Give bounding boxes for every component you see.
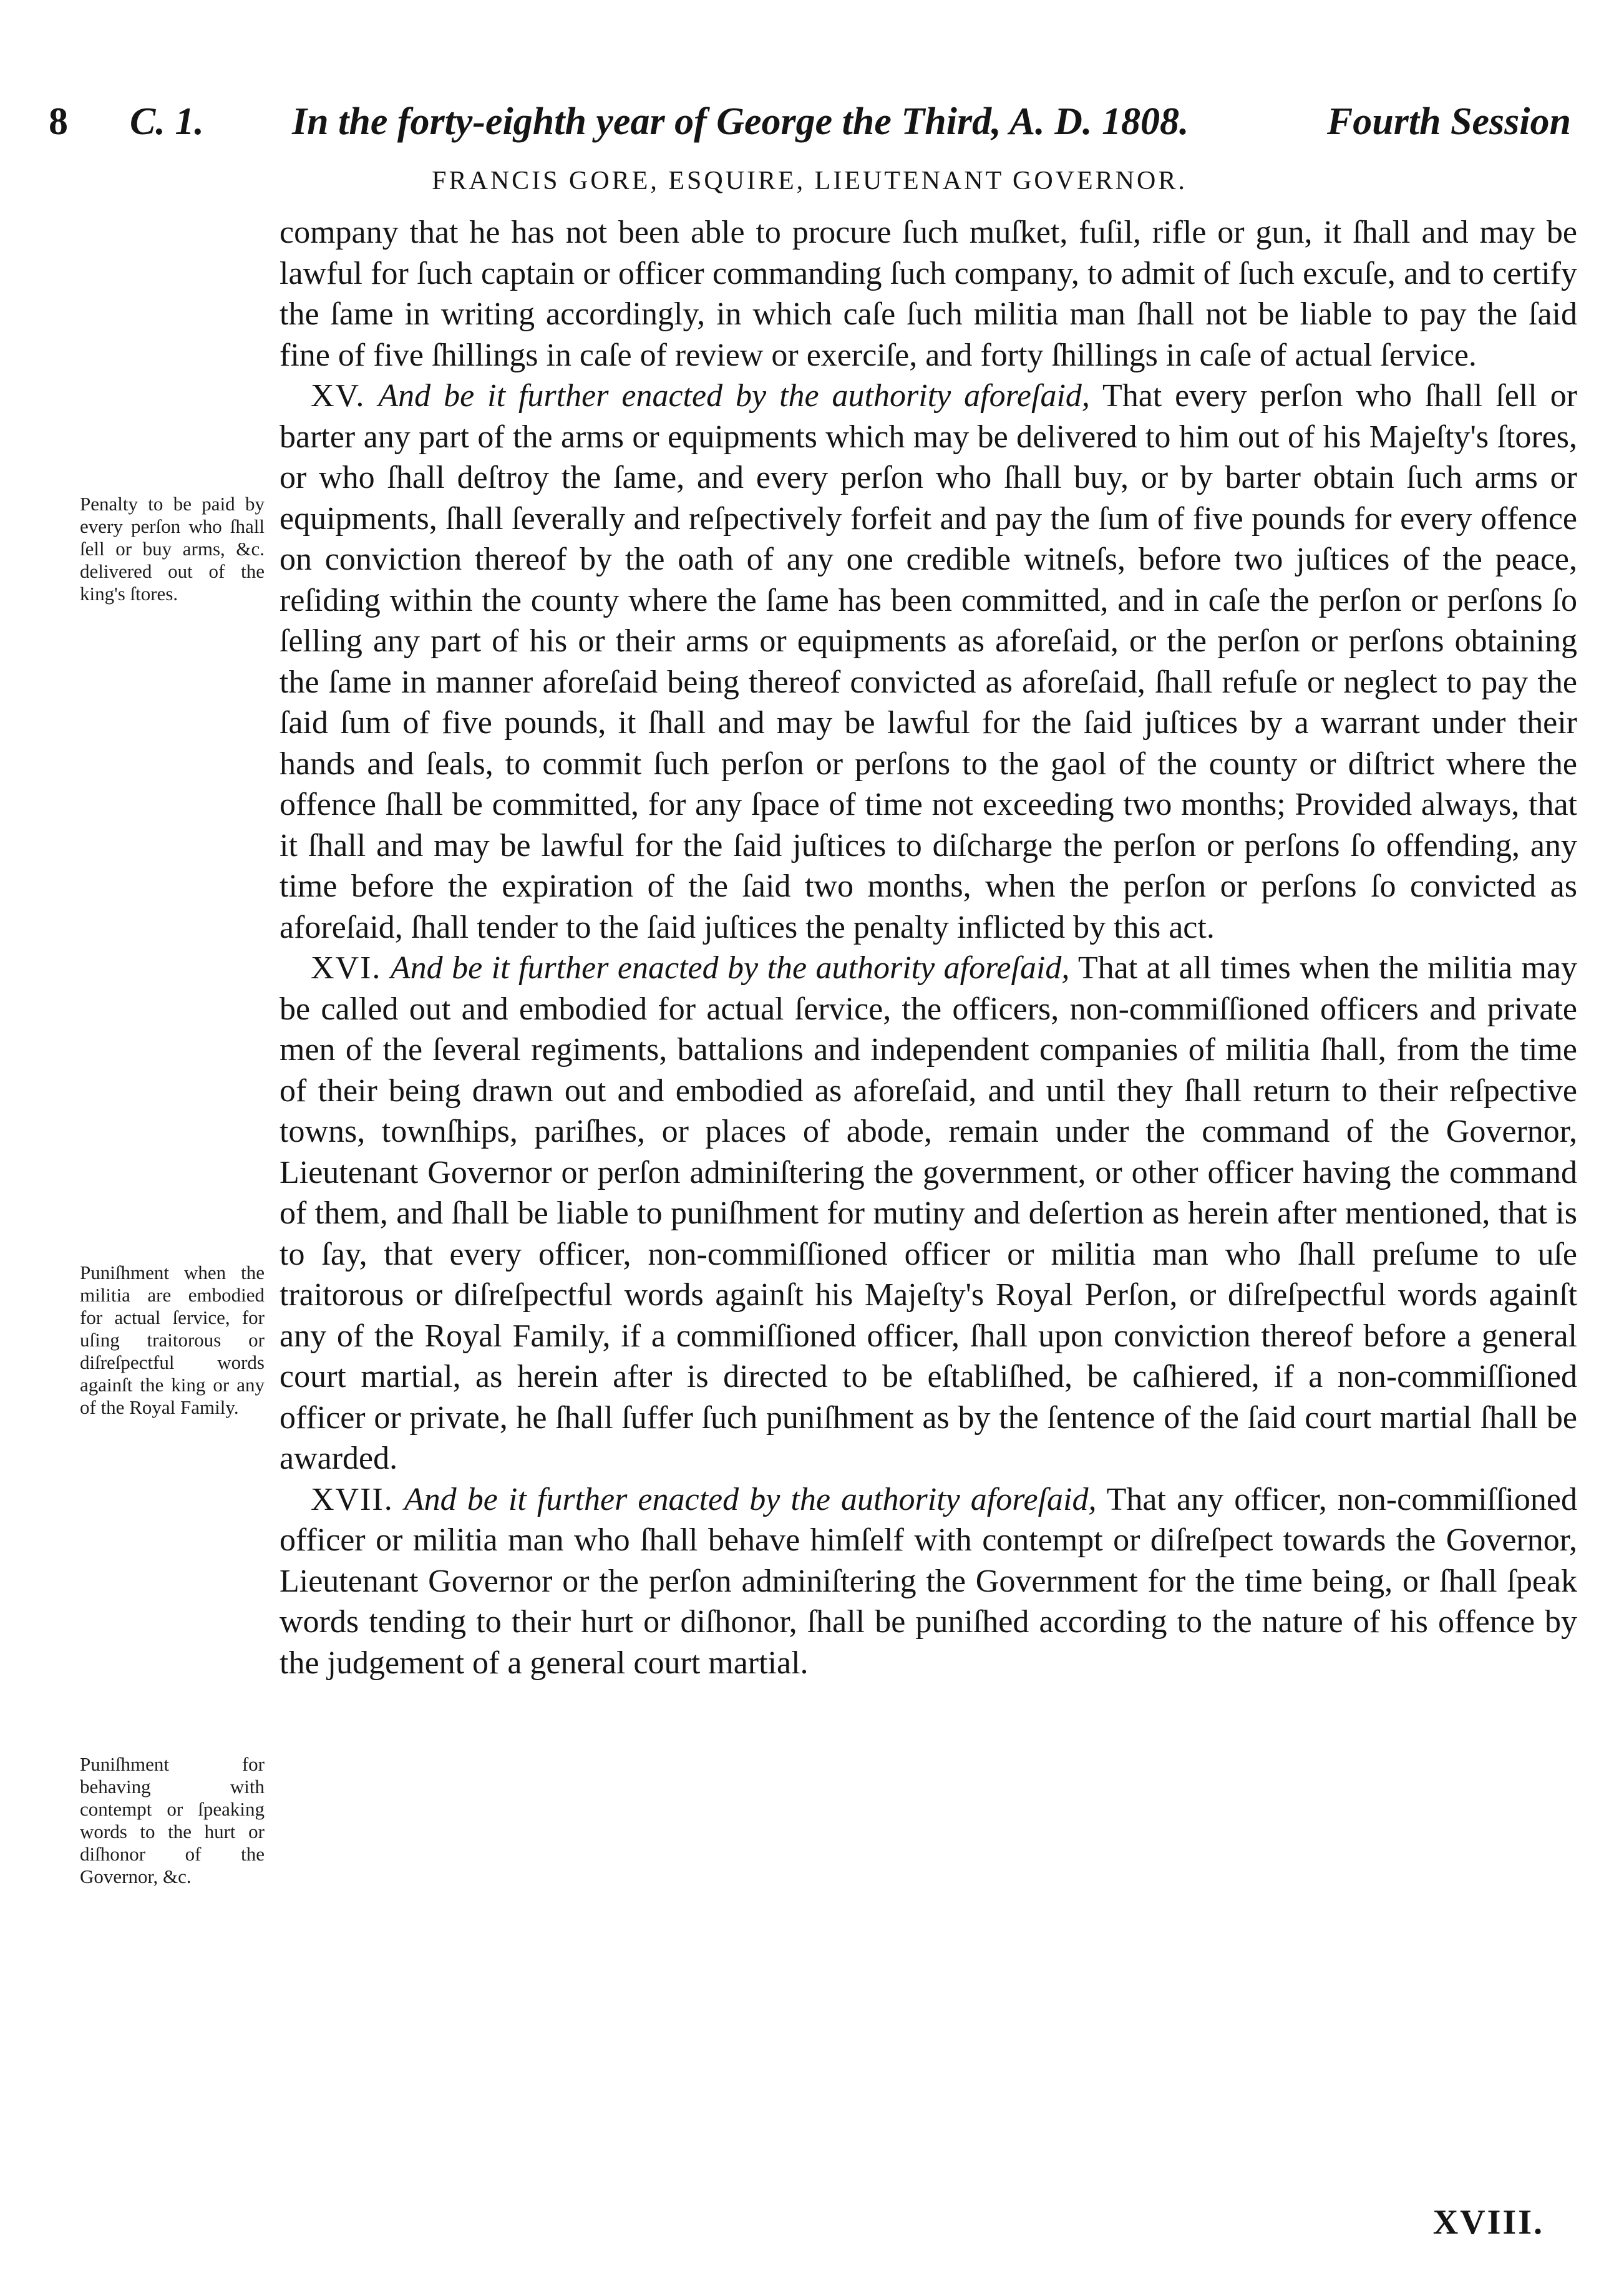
enacting-clause: And be it further enacted by the authority aforeſaid,: [378, 378, 1090, 414]
running-title: In the forty-eighth year of George the Third, A. D. 1808.: [292, 100, 1189, 143]
governor-subheading: FRANCIS GORE, ESQUIRE, LIEUTENANT GOVERNOR.: [432, 167, 1187, 195]
section-xvii: [280, 1479, 1577, 1684]
enacting-clause: And be it further enacted by the authority aforeſaid,: [390, 950, 1070, 986]
enacting-clause: And be it further enacted by the authority aforeſaid,: [404, 1481, 1097, 1517]
section-xvi: [280, 948, 1577, 1479]
section-text: That every perſon who ſhall ſell or barter any part of the arms or equipments which may be delivered to him out of his Majeſty's ſtores, or who ſhall deſtroy the ſame, and every perſon who ſhall buy, or by barter obtain ſuch arms or equipments, ſhall ſeverally and reſpectively forfeit and pay the ſum of five pounds for every offence on conviction thereof by the oath of any one credible witneſs, before two juſtices of the peace, reſiding within the county where the ſame has been committed, and in caſe the perſon or perſons ſo ſelling any part of his or their arms or equipments as aforeſaid, or the perſon or perſons obtaining the ſame in manner aforeſaid being thereof convicted as aforeſaid, ſhall refuſe or neglect to pay the ſaid ſum of five pounds, it ſhall and may be lawful for the ſaid juſtices by a warrant under their hands and ſeals, to commit ſuch perſon or perſons to the gaol of the county or diſtrict where the offence ſhall be committed, for any ſpace of time not exceeding two months; Provided always, that it ſhall and may be lawful for the ſaid juſtices to diſcharge the perſon or perſons ſo offending, any time before the expiration of the ſaid two months, when the perſon or perſons ſo convicted as aforeſaid, ſhall tender to the ſaid juſtices the penalty inflicted by this act.: [280, 378, 1578, 945]
section-text: That at all times when the militia may be called out and embodied for actual ſervice, the officers, non-commiſſioned officers and private men of the ſeveral regiments, battalions and independent companies of militia ſhall, from the time of their being drawn out and embodied as aforeſaid, and until they ſhall return to their reſpective towns, townſhips, pariſhes, or places of abode, remain under the command of the Governor, Lieutenant Governor or perſon adminiſtering the government, or other officer having the command of them, and ſhall be liable to puniſhment for mutiny and deſertion as herein after mentioned, that is to ſay, that every officer, non-commiſſioned officer or militia man who ſhall preſume to uſe traitorous or diſreſpectful words againſt his Majeſty's Royal Perſon, or diſreſpectful words againſt any of the Royal Family, if a commiſſioned officer, ſhall upon conviction thereof before a general court martial, as herein after is directed to be eſtabliſhed, be caſhiered, if a non-commiſſioned officer or private, he ſhall ſuffer ſuch puniſhment as by the ſentence of the ſaid court martial ſhall be awarded.: [280, 950, 1578, 1476]
running-head: [49, 100, 1571, 162]
margin-note-penalty: Penalty to be paid by every perſon who ſhall ſell or buy arms, &c. delivered out of the king's ſtores.: [80, 493, 265, 605]
section-number: XV.: [311, 378, 366, 414]
page-number: 8: [49, 100, 68, 143]
section-text: That any officer, non-commiſſioned officer or militia man who ſhall behave himſelf with contempt or diſreſpect towards the Governor, Lieutenant Governor or the perſon adminiſtering the Government for the time being, or ſhall ſpeak words tending to their hurt or diſhonor, ſhall be puniſhed according to the nature of his offence by the judgement of a general court martial.: [280, 1481, 1578, 1681]
catchword: XVIII.: [1432, 2203, 1544, 2242]
section-xv: [280, 376, 1577, 948]
section-number: XVII.: [311, 1481, 394, 1517]
session-label: Fourth Session: [1326, 100, 1571, 143]
margin-note-traitorous-words: Puniſhment when the militia are embodied for actual ſervice, for uſing traitorous or diſreſpectful words againſt the king or any of the Royal Family.: [80, 1262, 265, 1418]
section-number: XVI.: [311, 950, 382, 986]
margin-note-contempt: Puniſhment for behaving with contempt or ſpeaking words to the hurt or diſhonor of the Governor, &c.: [80, 1753, 265, 1887]
chapter-reference: C. 1.: [130, 100, 204, 143]
statute-text: [280, 212, 1577, 1683]
continuation-paragraph: company that he has not been able to procure ſuch muſket, fuſil, rifle or gun, it ſhall and may be lawful for ſuch captain or officer commanding ſuch company, to admit of ſuch excuſe, and to certify the ſame in writing accordingly, in which caſe ſuch militia man ſhall not be liable to pay the ſaid fine of five ſhillings in caſe of review or exerciſe, and forty ſhillings in caſe of actual ſervice.: [280, 215, 1577, 373]
